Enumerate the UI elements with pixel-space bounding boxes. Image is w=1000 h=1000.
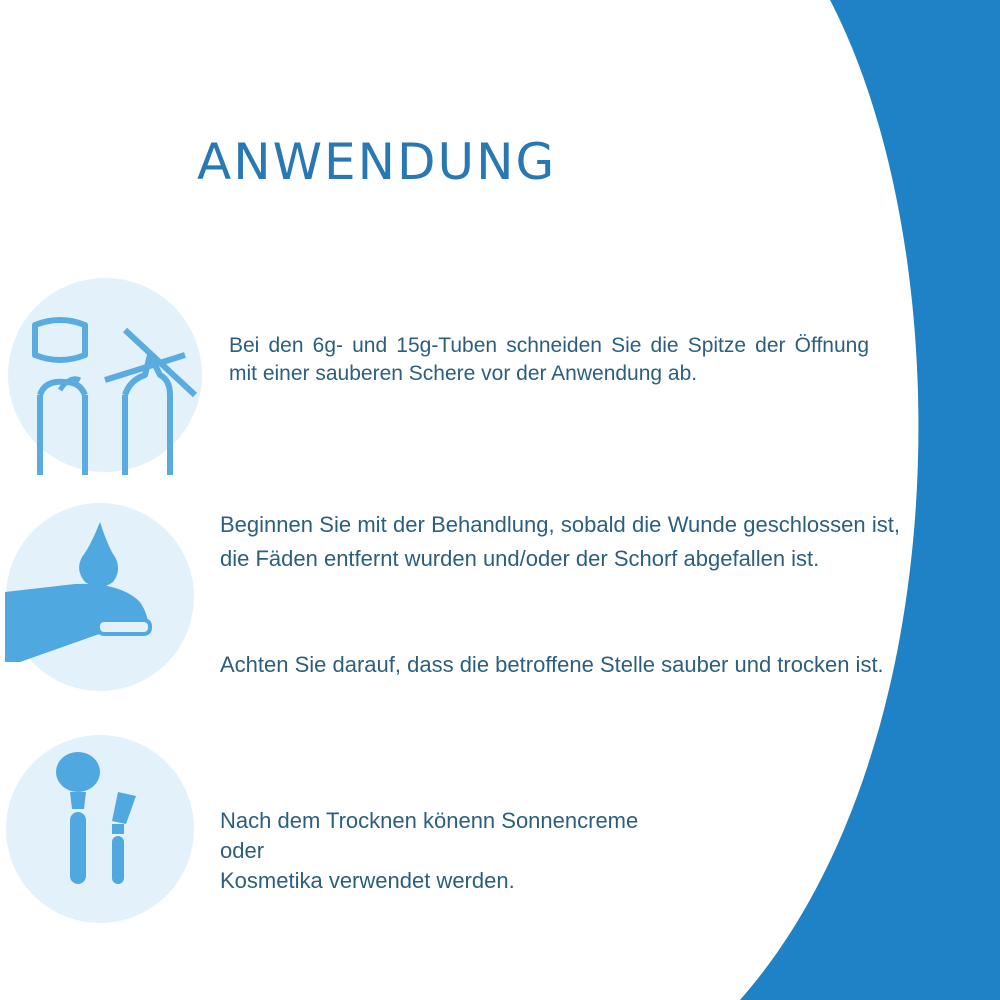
- step-1-text: Bei den 6g- und 15g-Tuben schneiden Sie die Spitze der Öffnung mit einer sauberen Schere vor der Anwendung ab.: [229, 334, 869, 385]
- step-3-line-1: Nach dem Trocknen könenn Sonnencreme: [220, 808, 639, 833]
- step-2-text: Beginnen Sie mit der Behandlung, sobald die Wunde geschlossen ist, die Fäden entfernt wurden und/oder der Schorf abgefallen ist.: [220, 512, 900, 571]
- step-2-note: Achten Sie darauf, dass die betroffene Stelle sauber und trocken ist.: [220, 652, 884, 677]
- step-3-line-2: oder: [220, 838, 265, 863]
- hand-drop-icon: [0, 492, 200, 702]
- makeup-brushes-icon: [0, 724, 200, 934]
- tubes-scissors-icon: [0, 270, 210, 480]
- page-title: ANWENDUNG: [197, 133, 557, 191]
- step-3-line-3: Kosmetika verwendet werden.: [220, 868, 515, 893]
- step-3-text: [220, 806, 780, 896]
